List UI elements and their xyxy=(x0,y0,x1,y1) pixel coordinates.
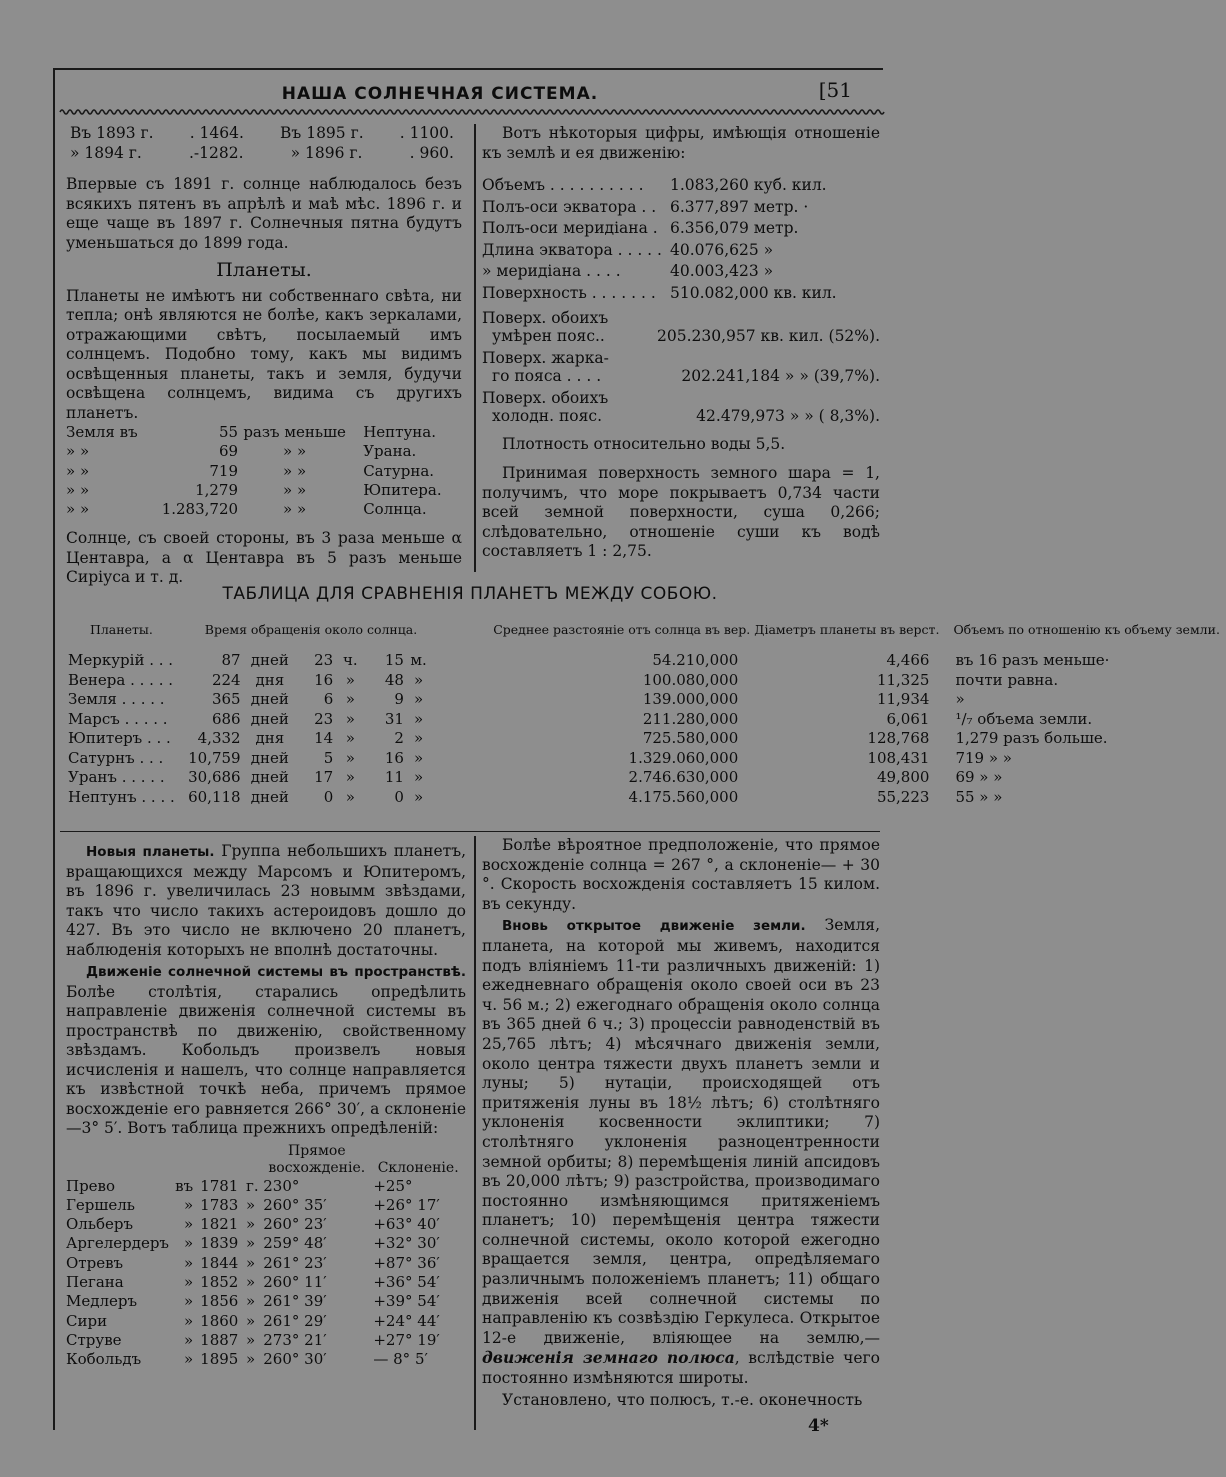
planet-cell-dm: 6,061 xyxy=(886,709,930,728)
determinations-header xyxy=(66,1143,466,1177)
planet-cell-v: 1,279 разъ больше. xyxy=(955,729,1108,747)
planet-cell-u2: » xyxy=(345,729,355,747)
determination-cell: 261° 29′ xyxy=(263,1311,327,1330)
determination-row xyxy=(66,1350,466,1369)
planet-cell-u1: дней xyxy=(250,690,289,708)
figure-label: Полъ-оси экватора . . xyxy=(482,197,657,216)
determination-cell: 1852 xyxy=(200,1272,239,1291)
planet-row xyxy=(68,690,1226,710)
planet-cell-p: Марсъ . . . . . xyxy=(68,709,168,728)
planet-cell-v: » xyxy=(955,690,965,708)
sunspot-cell: » 1894 г. xyxy=(70,143,142,162)
determination-cell: » xyxy=(246,1311,256,1330)
right-bottom-column xyxy=(482,836,880,1410)
zone-block xyxy=(482,309,880,345)
planet-cell-v: 719 » » xyxy=(955,748,1012,767)
planet-cell-u1: дней xyxy=(250,787,289,806)
earth-motion-paragraph xyxy=(482,916,880,1388)
determination-cell: » xyxy=(246,1350,256,1369)
comparison-table-title: ТАБЛИЦА ДЛЯ СРАВНЕНІЯ ПЛАНЕТЪ МЕЖДУ СОБОЮ. xyxy=(222,584,718,604)
size-row xyxy=(66,500,458,519)
header-ascension-line2: восхожденіе. xyxy=(268,1159,366,1176)
determination-cell: 261° 23′ xyxy=(263,1253,327,1272)
size-row xyxy=(66,481,458,500)
planet-cell-u3: » xyxy=(413,670,424,689)
planet-cell-u2: » xyxy=(345,670,355,689)
wavy-rule xyxy=(60,108,880,116)
planet-cell-t1: 224 xyxy=(211,670,241,689)
size-cell: » » xyxy=(283,442,307,461)
zone-row xyxy=(482,327,880,345)
planet-cell-t2: 17 xyxy=(314,768,334,786)
planet-row xyxy=(68,768,1226,788)
figure-row xyxy=(482,197,880,219)
sunspot-row xyxy=(66,124,462,144)
ascension-paragraph: Болѣе вѣроятное предположеніе, что прямое восхожденіе солнца = 267 °, а склоненіе— + 30 °. Скорость восхожденія составляетъ 15 килом. въ секунду. xyxy=(482,836,880,913)
page-title: НАША СОЛНЕЧНАЯ СИСТЕМА. xyxy=(281,84,599,104)
size-cell: » » xyxy=(66,461,90,480)
planet-row xyxy=(68,729,1226,749)
planet-row xyxy=(68,788,1226,808)
determination-row xyxy=(66,1177,466,1196)
planet-cell-dm: 108,431 xyxy=(867,748,930,767)
determination-cell: » xyxy=(246,1292,256,1311)
earth-figures xyxy=(482,175,880,305)
planet-cell-t2: 23 xyxy=(314,651,334,669)
size-cell: » » xyxy=(283,500,307,519)
new-planets-text: Группа небольшихъ планетъ, вращающихся между Марсомъ и Юпитеромъ, въ 1896 г. увеличилась 23 новымм звѣздами, такъ что число такихъ астероидовъ дошло до 427. Въ это число не включено 20 планетъ, наблюденія которыхъ не вполнѣ достаточны. xyxy=(66,842,466,959)
planet-cell-v: 55 » » xyxy=(955,787,1003,806)
determination-cell: 1895 xyxy=(200,1350,239,1369)
determination-cell: 260° 11′ xyxy=(263,1272,327,1291)
size-cell: 1,279 xyxy=(195,480,239,499)
planet-cell-p: Венера . . . . . xyxy=(68,670,173,689)
earth-motion-title: Вновь открытое движеніе земли. xyxy=(502,918,806,935)
planet-cell-u2: » xyxy=(345,787,355,806)
determination-cell: » xyxy=(183,1234,194,1253)
planet-cell-u2: » xyxy=(345,709,355,728)
left-top-column xyxy=(66,124,462,588)
planet-cell-p: Сатурнъ . . . xyxy=(68,748,164,767)
planet-cell-u3: » xyxy=(413,690,424,708)
figure-value: 40.003,423 » xyxy=(670,262,774,281)
planet-cell-dm: 55,223 xyxy=(876,787,930,806)
determination-cell: 1887 xyxy=(200,1330,239,1349)
planet-cell-v: въ 16 разъ меньше· xyxy=(955,651,1110,669)
determination-cell: г. xyxy=(246,1176,259,1195)
left-bottom-column xyxy=(66,842,466,1369)
determination-cell: 1783 xyxy=(200,1195,239,1214)
planet-row xyxy=(68,651,1226,671)
size-cell: Урана. xyxy=(363,442,417,461)
planet-row xyxy=(68,710,1226,730)
planet-cell-u3: м. xyxy=(410,651,427,669)
sun-size-paragraph: Солнце, съ своей стороны, въ 3 раза меньше α Центавра, а α Центавра въ 5 разъ меньше Сиріуса и т. д. xyxy=(66,529,462,587)
planet-cell-t3: 11 xyxy=(384,768,404,786)
sunspot-cell: » 1896 г. xyxy=(290,143,363,162)
bottom-column-rule xyxy=(474,836,476,1430)
new-planets-paragraph xyxy=(66,842,466,960)
zone-label-1: Поверх. жарка- xyxy=(482,348,609,367)
determination-cell: Пегана xyxy=(66,1272,124,1291)
header-volume: Объемъ по отношенію къ объему земли. xyxy=(953,622,1220,637)
figure-row xyxy=(482,240,880,262)
sunspot-cell: Въ 1895 г. xyxy=(280,124,364,142)
determination-cell: +36° 54′ xyxy=(373,1272,440,1291)
determination-cell: 1844 xyxy=(200,1253,239,1272)
determination-cell: +63° 40′ xyxy=(373,1215,440,1234)
planet-cell-dm: 11,934 xyxy=(876,690,930,708)
size-cell: 55 xyxy=(218,423,239,441)
determination-row xyxy=(66,1331,466,1350)
solar-motion-paragraph xyxy=(66,962,466,1139)
land-sea-paragraph: Принимая поверхность земного шара = 1, получимъ, что море покрываетъ 0,734 части всей земной поверхности, суша 0,266; слѣдовательно, отношеніе суши къ водѣ составляетъ 1 : 2,75. xyxy=(482,464,880,561)
planet-cell-p: Земля . . . . . xyxy=(68,690,165,708)
planet-cell-t1: 10,759 xyxy=(188,748,241,767)
figure-value: 6.356,079 метр. xyxy=(670,219,799,238)
planet-row xyxy=(68,671,1226,691)
planet-cell-dm: 128,768 xyxy=(867,729,930,747)
figure-row xyxy=(482,283,880,305)
planet-cell-t3: 48 xyxy=(384,670,404,689)
determination-cell: » xyxy=(183,1215,194,1234)
size-cell: Земля въ xyxy=(66,423,138,441)
planet-cell-p: Меркурій . . . xyxy=(68,651,174,669)
figure-row xyxy=(482,261,880,283)
planet-cell-dm: 11,325 xyxy=(876,670,930,689)
size-cell: » » xyxy=(283,461,307,480)
header-period: Время обращенія около солнца. xyxy=(204,622,418,637)
determination-row xyxy=(66,1254,466,1273)
new-planets-title: Новыя планеты. xyxy=(86,844,215,860)
sunspot-cell: . 960. xyxy=(409,143,454,162)
header-ascension-line1: Прямое xyxy=(288,1142,346,1159)
planet-cell-u1: дней xyxy=(250,748,289,767)
earth-motion-italic: движенія земнаго полюса xyxy=(482,1348,735,1368)
determination-cell: +24° 44′ xyxy=(373,1311,440,1330)
planet-cell-p: Нептунъ . . . . xyxy=(68,787,175,806)
zone-value: 42.479,973 » » ( 8,3%). xyxy=(696,406,880,425)
right-top-column xyxy=(482,124,880,562)
size-cell: » » xyxy=(66,500,90,519)
determination-cell: Ольберъ xyxy=(66,1215,134,1234)
planet-cell-u3: » xyxy=(413,709,424,728)
determination-cell: 260° 35′ xyxy=(263,1195,327,1214)
solar-motion-text: Болѣе столѣтія, старались опредѣлить направленіе движенія солнечной системы въ пространствѣ по движенію, свойственному звѣздамъ. Кобольдъ произвелъ новыя исчисленія и нашелъ, что солнце направляется къ извѣстной точкѣ неба, причемъ прямое восхожденіе его равняется 266° 30′, а склоненіе—3° 5′. Вотъ таблица прежнихъ опредѣленій: xyxy=(66,982,466,1137)
figure-label: Объемъ . . . . . . . . . . xyxy=(482,176,644,194)
planet-cell-t3: 0 xyxy=(394,787,404,806)
determination-cell: 1839 xyxy=(200,1234,239,1253)
planet-cell-t1: 60,118 xyxy=(188,787,241,806)
size-cell: » » xyxy=(66,442,90,461)
size-cell: разъ меньше xyxy=(243,423,346,441)
planet-cell-u3: » xyxy=(413,787,424,806)
determination-cell: » xyxy=(246,1234,256,1253)
planet-cell-u1: дней xyxy=(250,709,289,728)
header-declination: Склоненіе. xyxy=(377,1159,459,1176)
sunspot-row xyxy=(66,144,462,164)
determination-row xyxy=(66,1215,466,1234)
planet-cell-d: 54.210,000 xyxy=(652,651,739,669)
planet-cell-u3: » xyxy=(413,768,424,786)
planet-cell-t1: 4,332 xyxy=(197,729,241,747)
planet-cell-t2: 5 xyxy=(323,748,334,767)
determination-cell: +26° 17′ xyxy=(373,1195,440,1214)
planet-cell-t3: 2 xyxy=(394,729,404,747)
planet-cell-t3: 9 xyxy=(394,690,404,708)
planet-cell-dm: 4,466 xyxy=(886,651,930,669)
planet-cell-u3: » xyxy=(413,748,424,767)
determination-cell: +87° 36′ xyxy=(373,1253,440,1272)
determination-cell: » xyxy=(183,1195,194,1214)
determination-cell: +25° xyxy=(373,1176,413,1195)
determination-row xyxy=(66,1273,466,1292)
planet-cell-dm: 49,800 xyxy=(876,768,930,786)
determination-cell: » xyxy=(246,1215,256,1234)
figures-intro: Вотъ нѣкоторыя цифры, имѣющія отношеніе къ землѣ и ея движенію: xyxy=(482,124,880,162)
mid-rule xyxy=(60,831,880,832)
page-number: [51 xyxy=(818,78,852,102)
figure-value: 40.076,625 » xyxy=(670,240,774,259)
determination-cell: » xyxy=(246,1330,256,1349)
determination-cell: 259° 48′ xyxy=(263,1234,327,1253)
solar-motion-title: Движеніе солнечной системы въ пространствѣ. xyxy=(86,964,466,980)
determination-row xyxy=(66,1312,466,1331)
determination-cell: 260° 23′ xyxy=(263,1215,327,1234)
determination-cell: Сири xyxy=(66,1311,108,1330)
planet-cell-v: ¹/₇ объема земли. xyxy=(955,709,1093,728)
determination-cell: 1860 xyxy=(200,1311,239,1330)
determination-cell: » xyxy=(183,1311,194,1330)
planet-cell-u3: » xyxy=(413,729,424,747)
planet-cell-v: 69 » » xyxy=(955,768,1003,786)
size-row xyxy=(66,462,458,481)
planet-cell-t1: 365 xyxy=(211,690,241,708)
planet-cell-u2: » xyxy=(345,748,355,767)
figure-value: 1.083,260 куб. кил. xyxy=(670,176,827,194)
figure-value: 510.082,000 кв. кил. xyxy=(670,283,837,302)
determination-cell: въ xyxy=(175,1176,194,1195)
planet-cell-t2: 0 xyxy=(323,787,334,806)
planet-cell-t1: 87 xyxy=(221,651,241,669)
determination-cell: 273° 21′ xyxy=(263,1330,327,1349)
determination-row xyxy=(66,1292,466,1311)
determination-row xyxy=(66,1234,466,1253)
sunspot-cell: Въ 1893 г. xyxy=(70,124,154,142)
zone-label-2: умѣрен пояс.. xyxy=(492,326,605,345)
zone-label-2: холодн. пояс. xyxy=(492,406,603,425)
planet-cell-d: 4.175.560,000 xyxy=(628,787,739,806)
determination-cell: 260° 30′ xyxy=(263,1350,327,1369)
earth-motion-tail: , вслѣдствіе чего постоянно измѣняются широты. xyxy=(482,1349,880,1388)
determination-cell: Аргелердеръ xyxy=(66,1234,169,1253)
size-comparison-table xyxy=(66,423,458,519)
determination-cell: Кобольдъ xyxy=(66,1350,142,1369)
zone-block xyxy=(482,349,880,385)
zone-block xyxy=(482,389,880,425)
sunspot-rows xyxy=(66,124,462,163)
size-cell: 719 xyxy=(209,461,239,480)
top-column-rule xyxy=(474,124,476,572)
size-cell: Сатурна. xyxy=(363,461,435,480)
determination-cell: 1781 xyxy=(200,1176,239,1195)
zone-row xyxy=(482,407,880,425)
last-line: Установлено, что полюсъ, т.-е. оконечность xyxy=(502,1390,863,1409)
size-cell: Солнца. xyxy=(363,500,427,519)
planet-cell-t1: 686 xyxy=(211,709,241,728)
determination-cell: 261° 39′ xyxy=(263,1292,327,1311)
planet-cell-t1: 30,686 xyxy=(188,768,241,786)
running-head xyxy=(60,78,880,108)
planet-cell-t2: 14 xyxy=(314,729,334,747)
zone-label-2: го пояса . . . . xyxy=(492,366,602,385)
planet-cell-t3: 16 xyxy=(384,748,404,767)
header-planets: Планеты. xyxy=(89,622,153,637)
figure-label: Полъ-оси меридіана . xyxy=(482,219,658,238)
planet-cell-u1: дней xyxy=(250,768,289,786)
determination-row xyxy=(66,1196,466,1215)
planet-cell-v: почти равна. xyxy=(955,670,1059,689)
size-cell: 69 xyxy=(218,442,239,461)
size-row xyxy=(66,423,458,442)
determinations-table xyxy=(66,1143,466,1370)
determination-cell: +27° 19′ xyxy=(373,1330,440,1349)
planet-cell-p: Уранъ . . . . . xyxy=(68,768,165,786)
sunspot-cell: .-1282. xyxy=(188,143,244,162)
planet-cell-p: Юпитеръ . . . xyxy=(68,729,171,747)
planet-cell-d: 725.580,000 xyxy=(642,729,739,747)
figure-label: Длина экватора . . . . . xyxy=(482,240,662,259)
size-cell: 1.283,720 xyxy=(161,500,239,519)
determination-cell: » xyxy=(183,1253,194,1272)
planet-cell-t3: 31 xyxy=(384,709,404,728)
determination-cell: » xyxy=(183,1350,194,1369)
figure-row xyxy=(482,175,880,197)
determination-cell: Отревъ xyxy=(66,1253,124,1272)
planet-cell-t3: 15 xyxy=(384,651,404,669)
zone-areas xyxy=(482,309,880,425)
zone-label-1: Поверх. обоихъ xyxy=(482,308,609,327)
planet-cell-t2: 6 xyxy=(323,690,334,708)
left-frame-rule xyxy=(53,68,55,1430)
zone-value: 205.230,957 кв. кил. (52%). xyxy=(657,326,880,345)
size-cell: » » xyxy=(66,480,90,499)
planet-cell-u1: дня xyxy=(255,729,285,747)
planets-heading: Планеты. xyxy=(216,259,312,281)
header-distance: Среднее разстояніе отъ солнца въ вер. xyxy=(493,622,751,637)
planet-cell-d: 2.746.630,000 xyxy=(628,768,739,786)
figure-value: 6.377,897 метр. · xyxy=(670,197,809,216)
determination-cell: Струве xyxy=(66,1330,122,1349)
zone-value: 202.241,184 » » (39,7%). xyxy=(681,366,880,385)
determination-cell: » xyxy=(183,1292,194,1311)
planet-cell-u2: » xyxy=(345,768,355,786)
planet-cell-d: 211.280,000 xyxy=(642,709,739,728)
determination-cell: » xyxy=(183,1330,194,1349)
earth-motion-text: Земля, планета, на которой мы живемъ, находится подъ вліяніемъ 11-ти различныхъ движеній: 1) ежедневнаго обращенія около своей оси въ 23 ч. 56 м.; 2) ежегоднаго обращенія около солнца въ 365 дней 6 ч.; 3) процессіи равноденствій въ 25,765 лѣтъ; 4) мѣсячнаго движенія земли, около центра тяжести двухъ планетъ земли и луны; 5) нутаціи, происходящей отъ притяженія луны въ 18½ лѣтъ; 6) столѣтняго уклоненія косвенности эклиптики; 7) столѣтняго уклоненія разноцентренности земной орбиты; 8) перемѣщенія линій апсидовъ въ 20,000 лѣтъ; 9) разстройства, производимаго постоянно измѣняющимся притяженіемъ планетъ; 10) перемѣщенія центра тяжести солнечной системы, около которой ежегодно вращается земля, центра, опредѣляемаго различнымъ положеніемъ планетъ; 11) общаго движенія всей солнечной системы по направленію къ созвѣздію Геркулеса. Открытое 12-е движеніе, вліяющее на землю,— xyxy=(482,916,881,1347)
planets-paragraph: Планеты не имѣютъ ни собственнаго свѣта, ни тепла; онѣ являются не болѣе, какъ зеркалами, отражающими свѣтъ, посылаемый имъ солнцемъ. Подобно тому, какъ мы видимъ освѣщенныя планеты, такъ и земля, будучи освѣщена солнцемъ, видима съ другихъ планетъ. xyxy=(66,286,462,422)
size-row xyxy=(66,442,458,461)
determination-cell: » xyxy=(246,1272,256,1291)
figure-label: Поверхность . . . . . . . xyxy=(482,283,656,302)
determination-cell: 230° xyxy=(263,1176,300,1195)
density-line: Плотность относительно воды 5,5. xyxy=(502,434,786,453)
planet-cell-u2: ч. xyxy=(342,651,358,669)
determination-cell: » xyxy=(246,1253,256,1272)
header-diameter: Діаметръ планеты въ верст. xyxy=(754,622,940,637)
determination-cell: » xyxy=(183,1272,194,1291)
determination-cell: 1821 xyxy=(200,1215,239,1234)
determination-cell: Гершель xyxy=(66,1195,135,1214)
planet-cell-u2: » xyxy=(345,690,355,708)
determination-cell: Медлеръ xyxy=(66,1292,138,1311)
determination-cell: +39° 54′ xyxy=(373,1292,440,1311)
sunspot-cell: . 1464. xyxy=(189,124,244,142)
planet-cell-t2: 23 xyxy=(314,709,334,728)
zone-label-1: Поверх. обоихъ xyxy=(482,388,609,407)
comparison-header-row xyxy=(68,622,1226,651)
header-ascension xyxy=(263,1143,373,1177)
planet-cell-d: 100.080,000 xyxy=(642,670,739,689)
determination-cell: 1856 xyxy=(200,1292,239,1311)
determination-cell: Прево xyxy=(66,1176,116,1195)
planet-cell-d: 139.000,000 xyxy=(642,690,739,708)
size-cell: Нептуна. xyxy=(363,423,436,441)
figure-row xyxy=(482,218,880,240)
planet-row xyxy=(68,749,1226,769)
planet-cell-u1: дней xyxy=(250,651,289,669)
planet-cell-d: 1.329.060,000 xyxy=(628,748,739,767)
planet-cell-u1: дня xyxy=(255,670,285,689)
sunspot-cell: . 1100. xyxy=(399,124,454,142)
size-cell: Юпитера. xyxy=(363,480,442,499)
figure-label: » меридіана . . . . xyxy=(482,262,621,281)
zone-row xyxy=(482,367,880,385)
determination-cell: +32° 30′ xyxy=(373,1234,440,1253)
determination-cell: — 8° 5′ xyxy=(373,1350,428,1369)
determination-cell: » xyxy=(246,1195,256,1214)
signature-mark: 4* xyxy=(808,1416,829,1436)
top-frame-rule xyxy=(53,68,883,70)
sunspot-paragraph: Впервые съ 1891 г. солнце наблюдалось безъ всякихъ пятенъ въ апрѣлѣ и маѣ мѣс. 1896 г. и еще чаще въ 1897 г. Солнечныя пятна будутъ уменьшаться до 1899 года. xyxy=(66,175,462,252)
comparison-table xyxy=(68,622,1226,807)
size-cell: » » xyxy=(283,480,307,499)
planet-cell-t2: 16 xyxy=(314,670,334,689)
